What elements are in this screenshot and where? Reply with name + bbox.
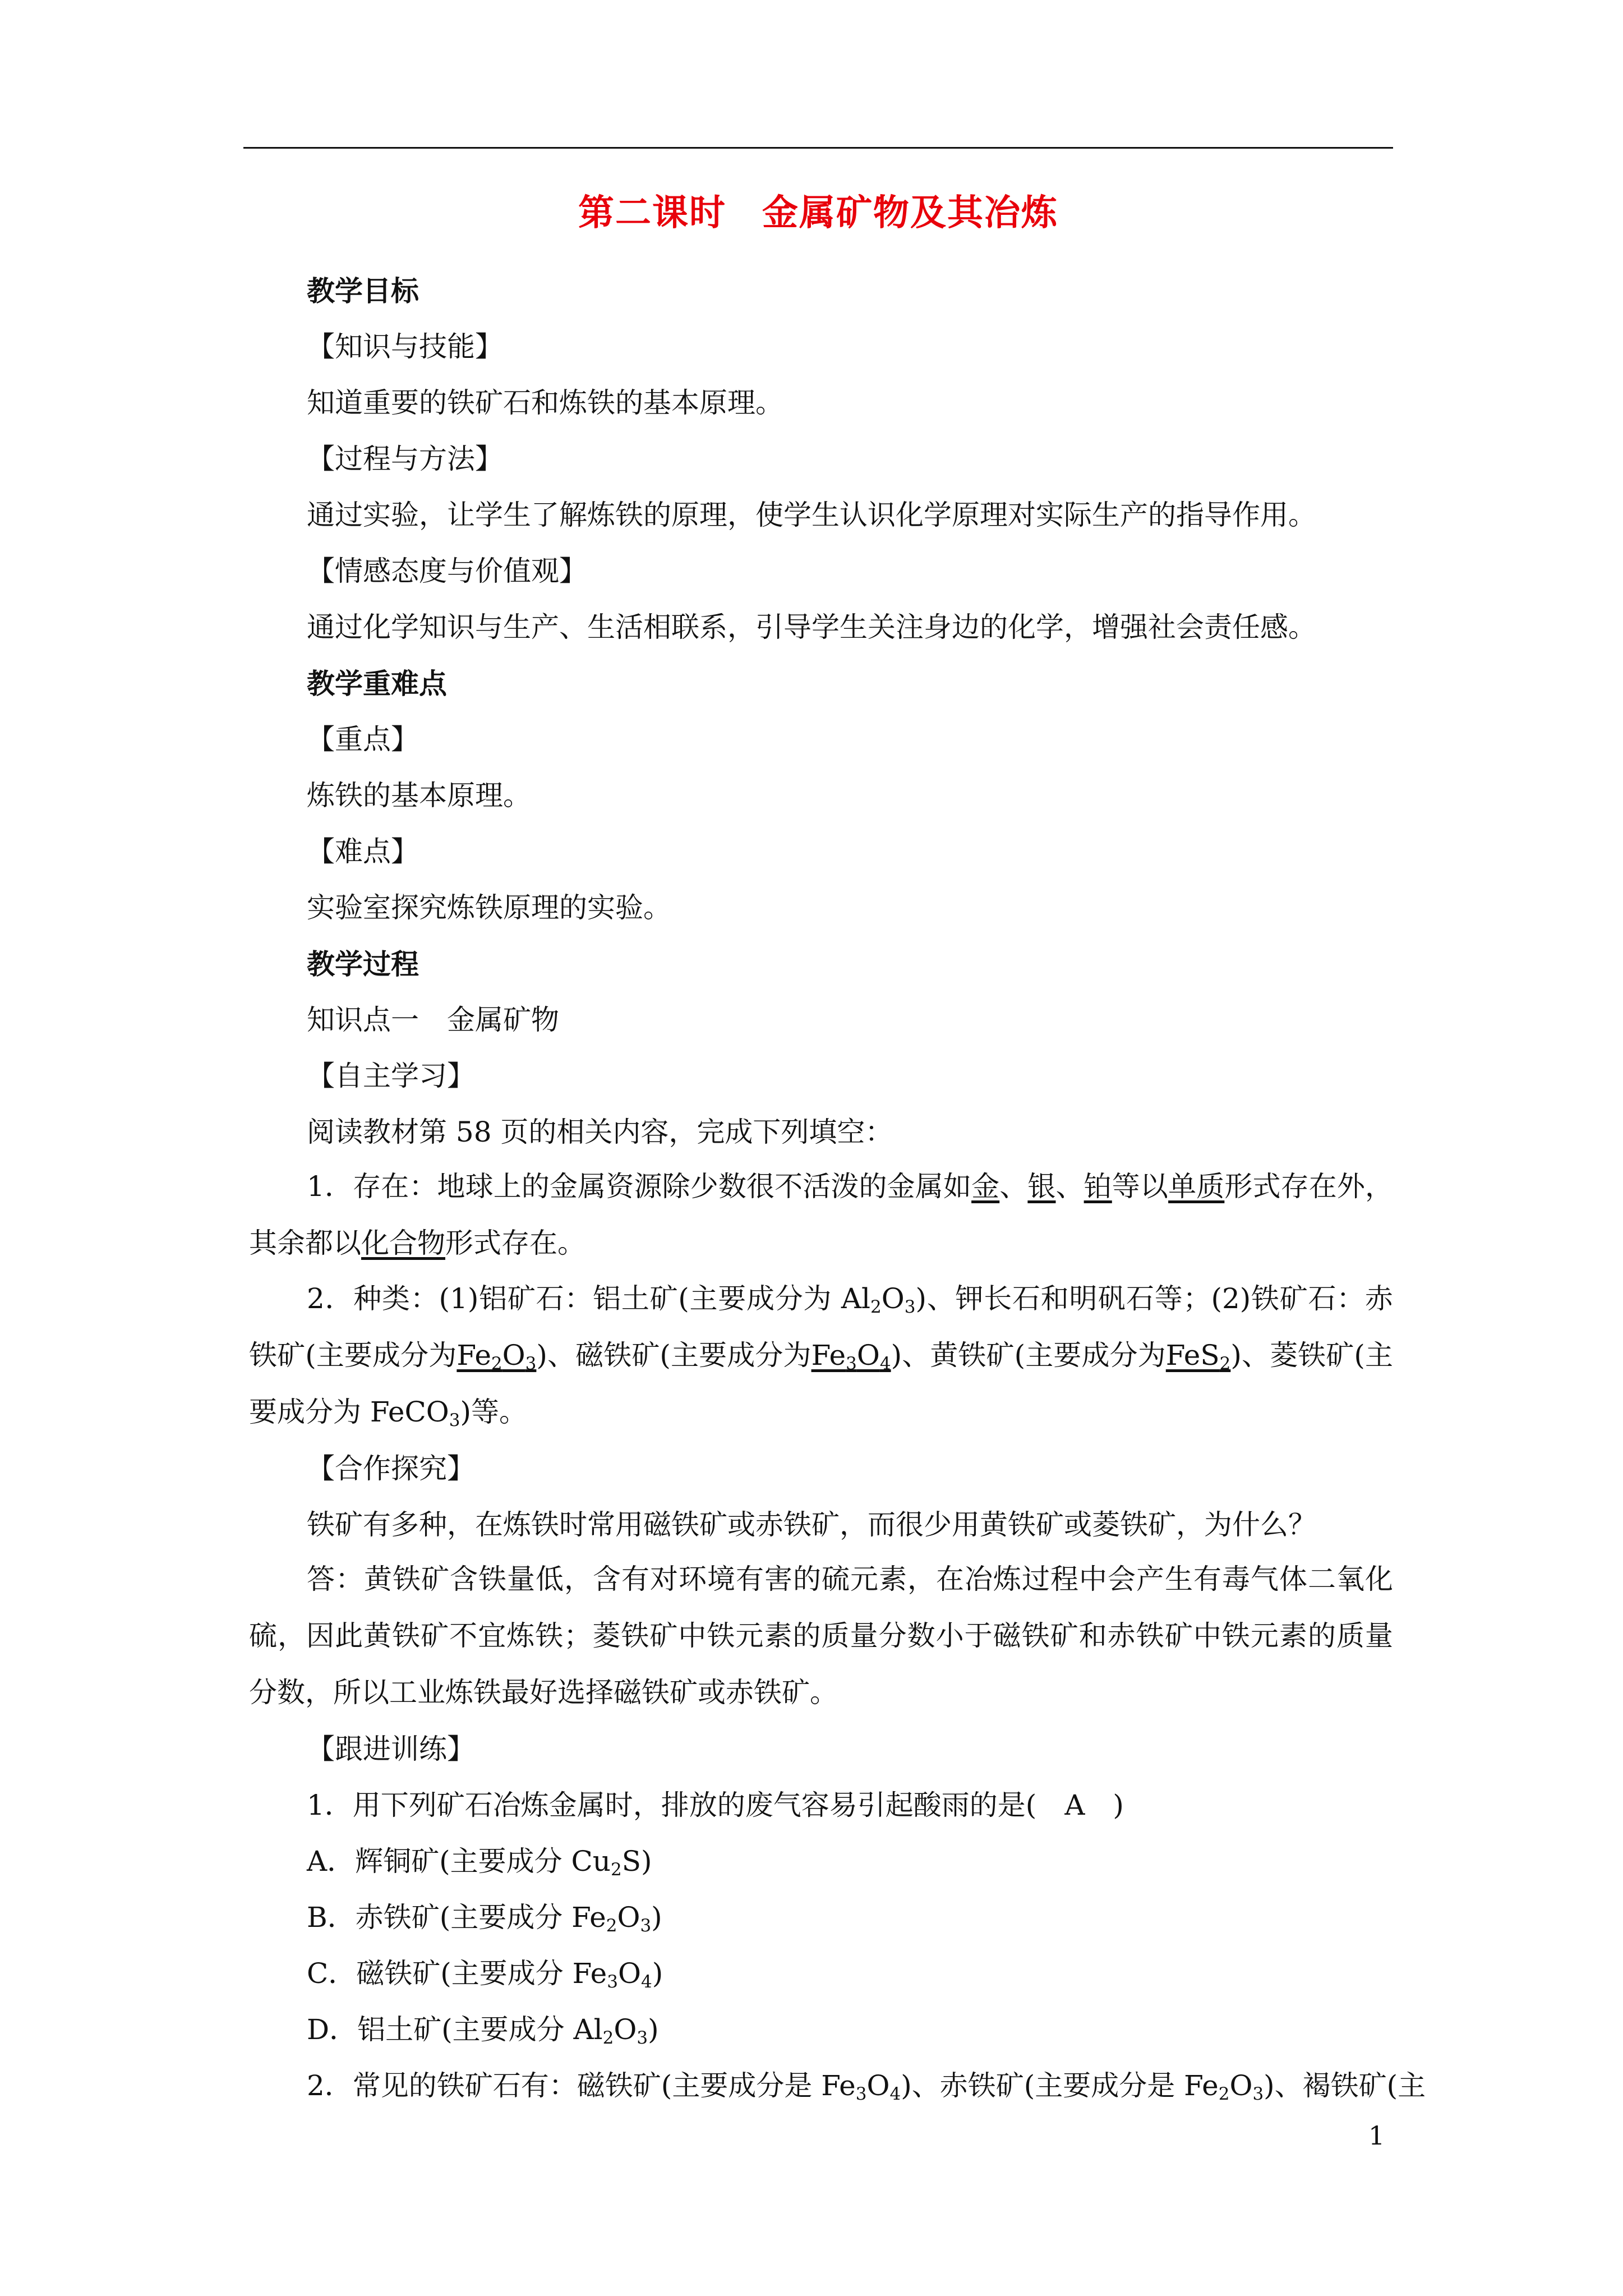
title-topic: 金属矿物及其冶炼 [762,192,1058,234]
answer-elemental: 单质 [1168,1170,1225,1203]
answer-platinum: 铂 [1083,1170,1112,1203]
title-lesson: 第二课时 [578,192,726,234]
answer-fe2o3: $Fe_2O_3$ [457,1339,537,1374]
q2-stem: 2．常见的铁矿石有：磁铁矿(主要成分是 $Fe_3O_4$)、赤铁矿(主要成分是 $Fe_2O_3$)、褐铁矿(主 [307,2069,1426,2104]
q1-option-d: D．铝土矿(主要成分 $Al_2O_3$) [307,2013,659,2048]
key-text: 炼铁的基本原理。 [307,779,531,812]
self-study-intro: 阅读教材第 58 页的相关内容，完成下列填空： [307,1116,893,1148]
q1-option-b: B．赤铁矿(主要成分 $Fe_2O_3$) [307,1901,662,1936]
objectives-heading: 教学目标 [307,274,419,307]
process-label: 【过程与方法】 [307,443,503,475]
coop-question: 铁矿有多种，在炼铁时常用磁铁矿或赤铁矿，而很少用黄铁矿或菱铁矿，为什么？ [307,1508,1316,1541]
difficult-label: 【难点】 [307,835,419,868]
q1-option-a: A．辉铜矿(主要成分 $Cu_2S$) [307,1845,652,1880]
q1-stem: 1．用下列矿石冶炼金属时，排放的废气容易引起酸雨的是( A ) [307,1789,1124,1821]
answer-fe3o4: $Fe_3O_4$ [811,1339,891,1374]
page-number: 1 [1368,2120,1385,2151]
practice-label: 【跟进训练】 [307,1733,475,1765]
coop-label: 【合作探究】 [307,1452,475,1485]
emotion-label: 【情感态度与价值观】 [307,555,587,587]
keypoints-heading: 教学重难点 [307,667,447,700]
key-label: 【重点】 [307,723,419,756]
answer-fes2: FeS$_2$ [1165,1339,1231,1374]
page-title [243,194,1393,233]
coop-answer: 答：黄铁矿含铁量低，含有对环境有害的硫元素，在冶炼过程中会产生有毒气体二氧化硫，因此黄铁矿不宜炼铁；菱铁矿中铁元素的质量分数小于磁铁矿和赤铁矿中铁元素的质量分数，所以工业炼铁最好选择磁铁矿或赤铁矿。 [249,1563,1393,1709]
knowledge-point-title: 知识点一 金属矿物 [307,1004,559,1036]
header-rule [243,147,1393,149]
knowledge-text: 知道重要的铁矿石和炼铁的基本原理。 [307,386,783,419]
emotion-text: 通过化学知识与生产、生活相联系，引导学生关注身边的化学，增强社会责任感。 [307,611,1316,643]
knowledge-label: 【知识与技能】 [307,330,503,363]
self-study-label: 【自主学习】 [307,1060,475,1092]
item1-paragraph: 1．存在：地球上的金属资源除少数很不活泼的金属如金、银、铂等以单质形式存在外，其余都以化合物形式存在。 [249,1170,1394,1259]
answer-compound: 化合物 [361,1227,445,1259]
process-text: 通过实验，让学生了解炼铁的原理，使学生认识化学原理对实际生产的指导作用。 [307,499,1316,531]
answer-gold: 金 [971,1170,1000,1203]
q1-option-c: C．磁铁矿(主要成分 $Fe_3O_4$) [307,1957,663,1992]
item2-paragraph: 2．种类：(1)铝矿石：铝土矿(主要成分为 $Al_2O_3$)、钾长石和明矾石等；(2)铁矿石：赤铁矿(主要成分为$Fe_2O_3$)、磁铁矿(主要成分为$Fe_3O_4$)、黄铁矿(主要成分为FeS$_2$)、菱铁矿(主要成分为 FeCO$_3$)等。 [249,1282,1393,1430]
answer-silver: 银 [1027,1170,1056,1203]
difficult-text: 实验室探究炼铁原理的实验。 [307,891,671,924]
process-heading: 教学过程 [307,947,419,981]
